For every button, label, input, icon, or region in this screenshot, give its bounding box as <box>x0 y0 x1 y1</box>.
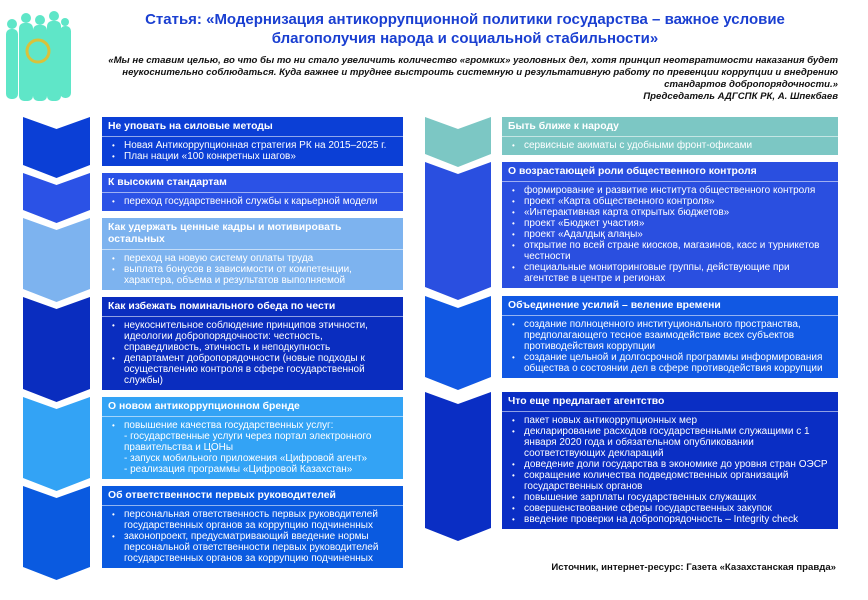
quote-author: Председатель АДГСПК РК, А. Шпекбаев <box>643 91 838 102</box>
list-item <box>110 196 397 207</box>
section-box <box>102 486 403 568</box>
section-heading: Что еще предлагает агентство <box>502 392 838 412</box>
list-item-text: законопроект, предусматривающий введение нормы персональной ответственности первых руководителей государственных органов за коррупцию подчиненных <box>124 531 379 564</box>
list-item-text: План нации «100 конкретных шагов» <box>124 151 296 162</box>
section-box <box>102 297 403 390</box>
quote: «Мы не ставим целью, во что бы то ни стало увеличить количество «громких» уголовных дел, хотя принцип неотвратимости наказания будет неукоснительно соблюдаться. Куда важнее и труднее выстроить системную и результативную работу по превенции коррупции и внедрению стандартов добропорядочности.» Председатель АДГСПК РК, А. Шпекбаев <box>68 55 838 103</box>
list-item-text: сокращение количества подведомственных организаций государственных органов <box>524 470 789 492</box>
list-item-text: проект «Бюджет участия» <box>524 218 645 229</box>
list-item-text: доведение доли государства в экономике до уровня стран ОЭСР <box>524 459 828 470</box>
chevron-arrow-icon <box>23 173 90 223</box>
section-list <box>102 317 403 390</box>
section-list <box>502 412 838 529</box>
list-item <box>510 140 832 151</box>
section-heading: О возрастающей роли общественного контроля <box>502 162 838 182</box>
list-item <box>110 264 397 286</box>
list-item <box>510 352 832 374</box>
list-item-text: сервисные акиматы с удобными фронт-офисами <box>524 140 753 151</box>
chevron-arrow-icon <box>425 392 491 541</box>
section-heading: Объединение усилий – веление времени <box>502 296 838 316</box>
section-list <box>102 137 403 166</box>
chevron-arrow-icon <box>23 218 90 302</box>
list-item-text: открытие по всей стране киосков, магазинов, касс и турникетов честности <box>524 240 820 262</box>
list-item-text: формирование и развитие института общественного контроля <box>524 185 816 196</box>
list-item <box>110 253 397 264</box>
list-subitem-text: - реализация программы «Цифровой Казахстан» <box>124 464 353 475</box>
list-item-text: персональная ответственность первых руководителей государственных органов за коррупцию подчиненных <box>124 509 378 531</box>
section-heading: Не уповать на силовые методы <box>102 117 403 137</box>
chevron-arrow-icon <box>23 117 90 178</box>
list-item-text: неукоснительное соблюдение принципов этичности, идеологии добропорядочности: честность, справедливость, этичность и неподкупность <box>124 320 368 353</box>
chevron-arrow-icon <box>23 486 90 580</box>
list-item <box>510 503 832 514</box>
list-item-text: повышение качества государственных услуг: <box>124 420 334 431</box>
list-item-text: проект «Карта общественного контроля» <box>524 196 715 207</box>
list-item <box>110 509 397 531</box>
list-item <box>110 320 397 353</box>
list-item <box>510 207 832 218</box>
list-item <box>110 531 397 564</box>
section-list <box>502 137 838 155</box>
list-item-text: создание цельной и долгосрочной программы информирования общества о состоянии дел в сфере противодействия коррупции <box>524 352 823 374</box>
source-note: Источник, интернет-ресурс: Газета «Казахстанская правда» <box>551 562 836 573</box>
section-box <box>502 296 838 378</box>
list-item-text: введение проверки на добропорядочность – Integrity check <box>524 514 799 525</box>
list-item <box>510 185 832 196</box>
chevron-arrow-icon <box>425 162 491 300</box>
list-item <box>510 229 832 240</box>
chevron-arrow-icon <box>23 297 90 402</box>
section-heading: Быть ближе к народу <box>502 117 838 137</box>
list-item-text: выплата бонусов в зависимости от компетенции, характера, объема и результатов выполняемой <box>124 264 352 286</box>
section-heading: К высоким стандартам <box>102 173 403 193</box>
section-heading: Об ответственности первых руководителей <box>102 486 403 506</box>
section-heading: О новом антикоррупционном бренде <box>102 397 403 417</box>
section-heading: Как избежать поминального обеда по чести <box>102 297 403 317</box>
section-list <box>102 193 403 211</box>
list-item-text: проект «Адалдық алаңы» <box>524 229 643 240</box>
section-box <box>102 218 403 290</box>
chevron-arrow-icon <box>425 117 491 167</box>
list-item-text: создание полноценного институционального пространства, предполагающего тесное взаимодействие всех субъектов противодействия коррупции <box>524 319 801 352</box>
list-item-text: повышение зарплаты государственных служащих <box>524 492 757 503</box>
section-box <box>102 117 403 166</box>
list-item-text: пакет новых антикоррупционных мер <box>524 415 698 426</box>
list-item <box>510 426 832 459</box>
list-item-text: совершенствование сферы государственных закупок <box>524 503 772 514</box>
list-item-text: Новая Антикоррупционная стратегия РК на 2015–2025 г. <box>124 140 387 151</box>
list-item <box>110 353 397 386</box>
list-item <box>510 415 832 426</box>
list-item <box>110 140 397 151</box>
list-item <box>510 459 832 470</box>
page-title: Статья: «Модернизация антикоррупционной политики государства – важное условие благополучия народа и социальной стабильности» <box>145 11 785 47</box>
list-item-text: декларирование расходов государственными служащими с 1 января 2020 года и обязательном опубликовании соответствующих деклараций <box>524 426 810 459</box>
section-box <box>102 173 403 211</box>
people-silhouettes-logo <box>2 6 72 106</box>
section-box <box>502 117 838 155</box>
list-item <box>510 492 832 503</box>
list-item <box>510 470 832 492</box>
list-item-text: «Интерактивная карта открытых бюджетов» <box>524 207 730 218</box>
chevron-arrow-icon <box>425 296 491 390</box>
section-heading: Как удержать ценные кадры и мотивировать остальных <box>102 218 403 250</box>
list-item-text: департамент добропорядочности (новые подходы к осуществлению контроля в сфере государственной службы) <box>124 353 365 386</box>
section-list <box>102 417 403 479</box>
section-list <box>502 316 838 378</box>
section-box <box>102 397 403 479</box>
list-item-text: переход на новую систему оплаты труда <box>124 253 314 264</box>
list-item <box>110 420 397 475</box>
list-item <box>510 262 832 284</box>
section-list <box>102 506 403 568</box>
section-list <box>502 182 838 288</box>
section-box <box>502 392 838 529</box>
list-item-text: специальные мониторинговые группы, действующие при агентстве в центре и регионах <box>524 262 790 284</box>
list-item <box>510 514 832 525</box>
list-subitem-text: - государственные услуги через портал электронного правительства и ЦОНы <box>124 431 372 453</box>
list-item <box>510 218 832 229</box>
list-item-text: переход государственной службы к карьерной модели <box>124 196 378 207</box>
chevron-arrow-icon <box>23 397 90 491</box>
list-item <box>110 151 397 162</box>
list-item <box>510 196 832 207</box>
list-subitem-text: - запуск мобильного приложения «Цифровой агент» <box>124 453 368 464</box>
list-item <box>510 240 832 262</box>
section-list <box>102 250 403 290</box>
section-box <box>502 162 838 288</box>
list-item <box>510 319 832 352</box>
